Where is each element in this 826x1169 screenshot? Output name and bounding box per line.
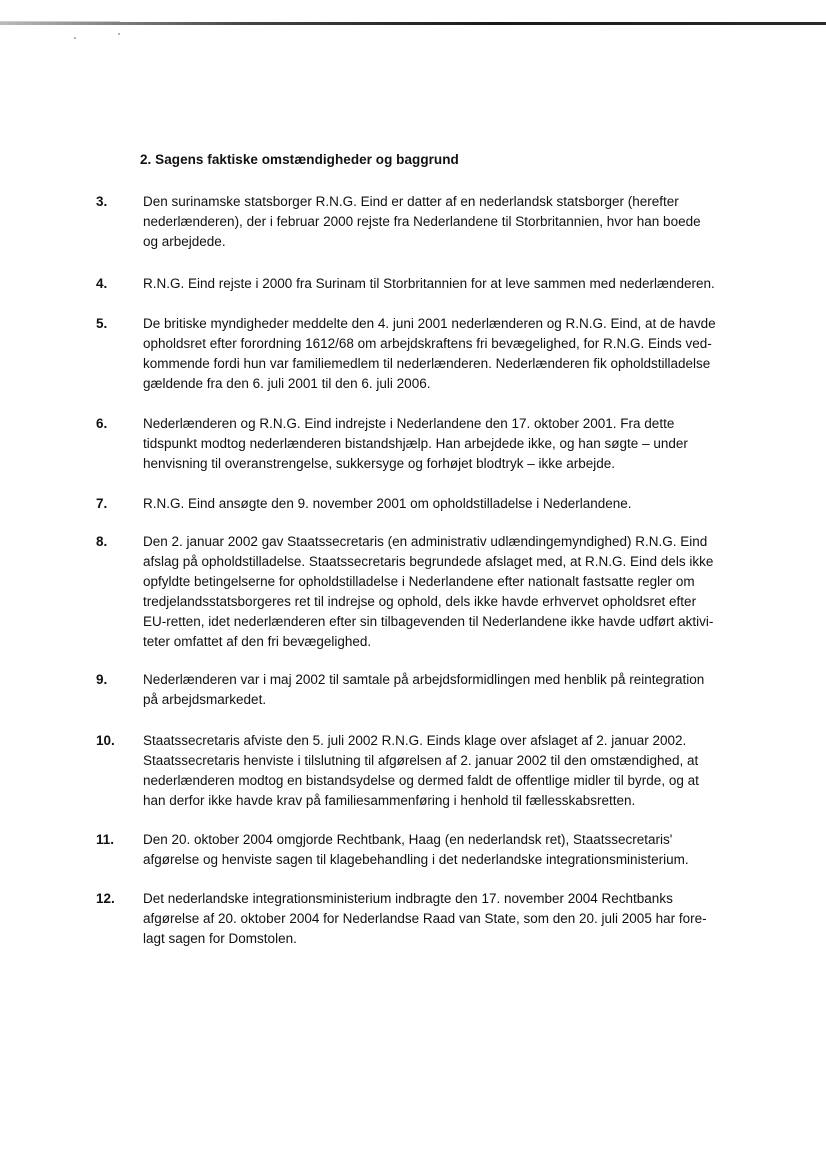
text-line: lagt sagen for Domstolen. [143,931,297,946]
text-line: EU-retten, idet nederlænderen efter sin tilbagevenden til Nederlandene ikke havde udført aktivi- [143,614,714,629]
paragraph-number: 11. [96,832,115,847]
paragraph-number: 10. [96,733,115,748]
text-line: Det nederlandske integrationsministerium indbragte den 17. november 2004 Rechtbanks [143,891,673,906]
scan-top-line [0,22,826,25]
scan-speck [74,37,76,39]
paragraph-text [143,274,763,294]
text-line: han derfor ikke havde krav på familiesammenføring i henhold til fællesskabsretten. [143,793,636,808]
paragraph-number: 6. [96,416,108,431]
paragraph-number: 5. [96,316,108,331]
paragraph-number: 3. [96,194,108,209]
paragraph-text [143,731,763,811]
text-line: gældende fra den 6. juli 2001 til den 6. juli 2006. [143,376,431,391]
text-line: afslag på opholdstilladelse. Staatssecretaris begrundede afslaget med, at R.N.G. Eind dels ikke [143,554,714,569]
text-line: opfyldte betingelserne for opholdstilladelse i Nederlandene efter nationalt fastsatte regler om [143,574,695,589]
text-line: Den 20. oktober 2004 omgjorde Rechtbank, Haag (en nederlandsk ret), Staatssecretaris' [143,832,673,847]
text-line: og arbejdede. [143,234,226,249]
text-line: De britiske myndigheder meddelte den 4. juni 2001 nederlænderen og R.N.G. Eind, at de havde [143,316,716,331]
paragraph-number: 8. [96,534,108,549]
text-line: teter omfattet af den fri bevægelighed. [143,634,372,649]
text-line: afgørelse og henviste sagen til klagebehandling i det nederlandske integrationsministerium. [143,852,689,867]
text-line: Staatssecretaris henviste i tilslutning til afgørelsen af 2. januar 2002 til den omstændighed, at [143,753,699,768]
paragraph-text [143,889,763,949]
paragraph-text [143,314,763,394]
section-heading: 2. Sagens faktiske omstændigheder og baggrund [140,152,459,167]
paragraph-number: 12. [96,891,115,906]
text-line: tredjelandsstatsborgeres ret til indrejse og ophold, dels ikke havde erhvervet opholdsret efter [143,594,697,609]
paragraph-text [143,830,763,870]
paragraph-text [143,494,763,514]
text-line: opholdsret efter forordning 1612/68 om arbejdskraftens fri bevægelighed, for R.N.G. Einds ved- [143,336,712,351]
text-line: nederlænderen modtog en bistandsydelse og dermed faldt de offentlige midler til byrde, og at [143,773,699,788]
paragraph-text [143,414,763,474]
paragraph-number: 4. [96,276,108,291]
text-line: Den surinamske statsborger R.N.G. Eind er datter af en nederlandsk statsborger (herefter [143,194,679,209]
scan-speck [118,33,120,35]
paragraph-text [143,670,763,710]
text-line: kommende fordi hun var familiemedlem til nederlænderen. Nederlænderen fik opholdstilladelse [143,356,711,371]
text-line: nederlænderen), der i februar 2000 rejste fra Nederlandene til Storbritannien, hvor han boede [143,214,701,229]
text-line: henvisning til overanstrengelse, sukkersyge og forhøjet blodtryk – ikke arbejde. [143,456,615,471]
text-line: R.N.G. Eind rejste i 2000 fra Surinam til Storbritannien for at leve sammen med nederlænderen. [143,276,715,291]
paragraph-text [143,192,763,252]
paragraph-text [143,532,763,652]
paragraph-number: 9. [96,672,108,687]
text-line: R.N.G. Eind ansøgte den 9. november 2001 om opholdstilladelse i Nederlandene. [143,496,632,511]
text-line: på arbejdsmarkedet. [143,692,267,707]
text-line: Staatssecretaris afviste den 5. juli 2002 R.N.G. Einds klage over afslaget af 2. januar 2002. [143,733,687,748]
paragraph-number: 7. [96,496,108,511]
text-line: Nederlænderen var i maj 2002 til samtale på arbejdsformidlingen med henblik på reintegration [143,672,705,687]
text-line: Den 2. januar 2002 gav Staatssecretaris (en administrativ udlændingemyndighed) R.N.G. Eind [143,534,708,549]
text-line: Nederlænderen og R.N.G. Eind indrejste i Nederlandene den 17. oktober 2001. Fra dette [143,416,675,431]
text-line: tidspunkt modtog nederlænderen bistandshjælp. Han arbejdede ikke, og han søgte – under [143,436,688,451]
text-line: afgørelse af 20. oktober 2004 for Nederlandse Raad van State, som den 20. juli 2005 har fore- [143,911,707,926]
